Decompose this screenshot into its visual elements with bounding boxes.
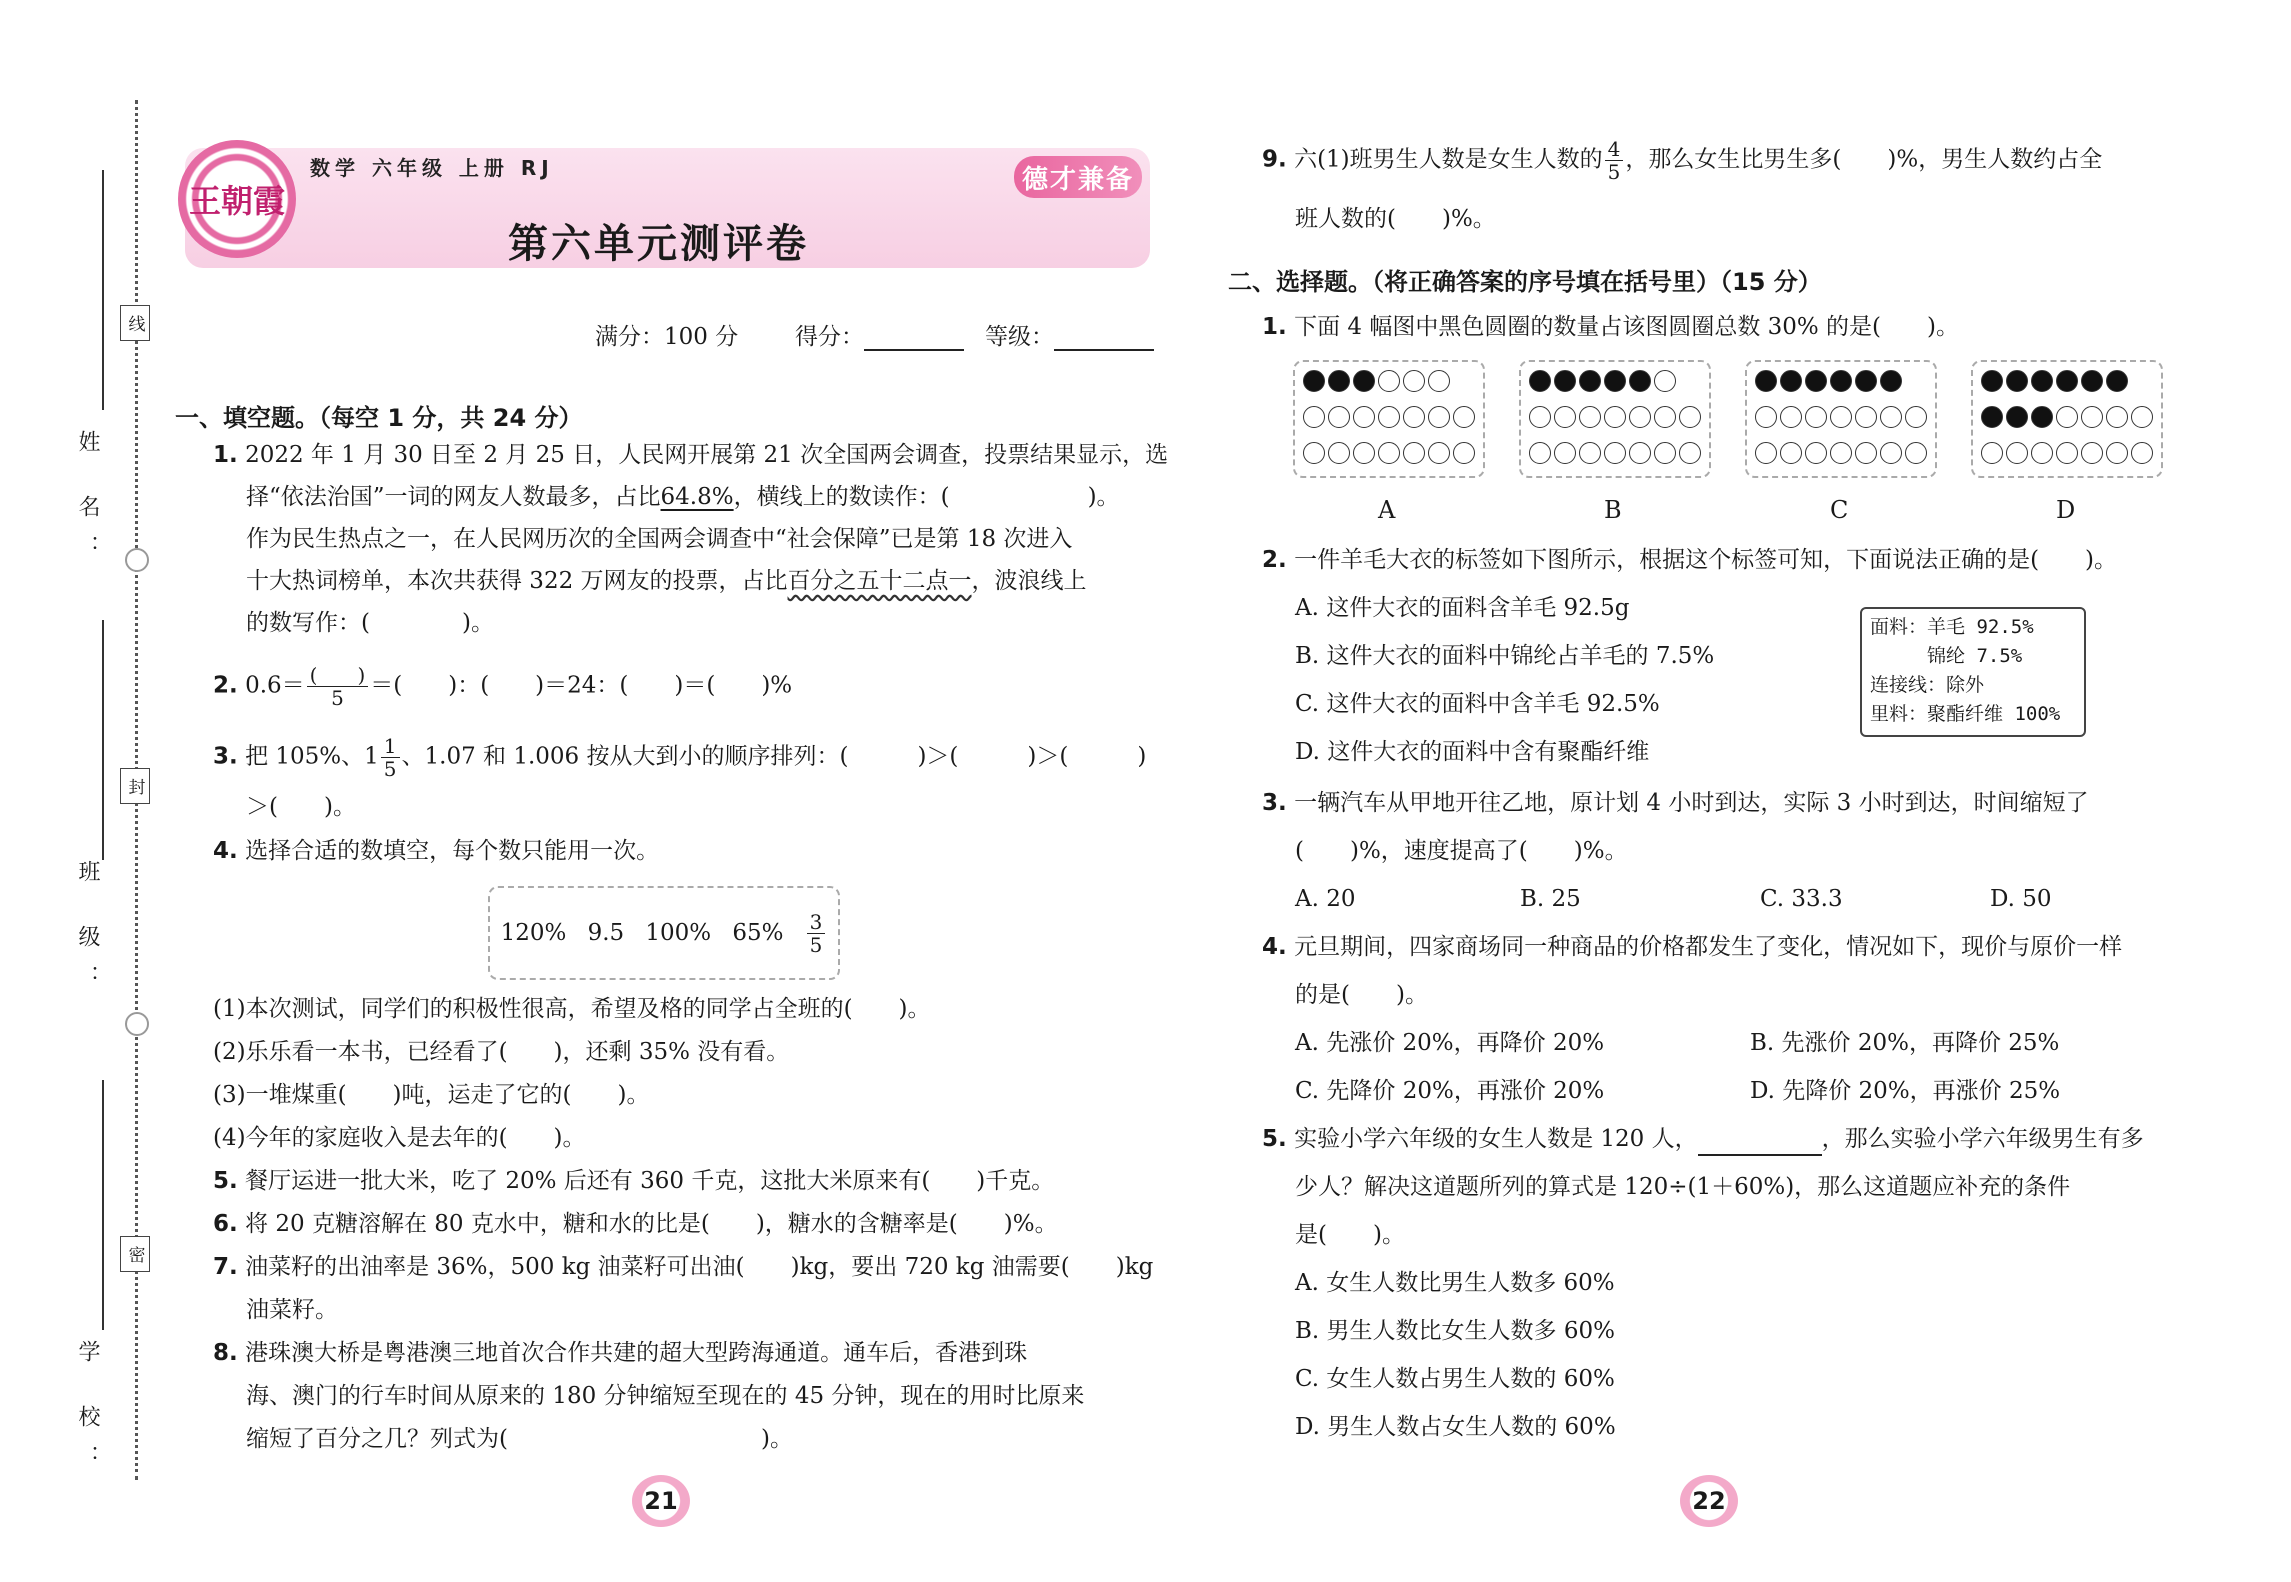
binding-hole xyxy=(125,548,149,572)
choice-fraction: $\frac{3}{5}$ xyxy=(807,911,826,956)
c5-option-c: C. 女生人数占男生人数的 60% xyxy=(1295,1366,1615,1392)
q9-line2: 班人数的( )%。 xyxy=(1295,206,1496,232)
c5-option-d: D. 男生人数占女生人数的 60% xyxy=(1295,1414,1616,1440)
q1-line5: 的数写作：( )。 xyxy=(246,610,494,636)
q6: 6. 将 20 克糖溶解在 80 克水中，糖和水的比是( )，糖水的含糖率是( )%。 xyxy=(213,1211,1058,1237)
option-label-d: D xyxy=(2056,496,2076,524)
score-field[interactable] xyxy=(795,318,964,351)
class-label: 班 级： xyxy=(75,860,100,1005)
page-title: 第六单元测评卷 xyxy=(508,221,809,267)
c4-option-c: C. 先降价 20%，再涨价 20% xyxy=(1295,1078,1605,1104)
grade-field[interactable] xyxy=(985,318,1154,351)
mark-line: 线 xyxy=(120,305,150,341)
section-choice: 二、选择题。（将正确答案的序号填在括号里）（15 分） xyxy=(1228,268,1822,296)
page-number: 21 xyxy=(632,1475,690,1527)
c4-option-d: D. 先降价 20%，再涨价 25% xyxy=(1750,1078,2061,1104)
q4: 4. 选择合适的数填空，每个数只能用一次。 xyxy=(213,838,660,864)
c2-option-c: C. 这件大衣的面料中含羊毛 92.5% xyxy=(1295,691,1660,717)
c2-option-d: D. 这件大衣的面料中含有聚酯纤维 xyxy=(1295,739,1650,765)
c4-option-b: B. 先涨价 20%，再降价 25% xyxy=(1750,1030,2060,1056)
score-label: 得分： xyxy=(795,324,864,350)
q2: 2. 0.6＝ $\frac{( )}{5}$ ＝( )：( )＝24：( )＝( )% xyxy=(213,663,793,710)
logo-text: 王朝霞 xyxy=(188,182,285,220)
binding-hole xyxy=(125,1012,149,1036)
q3-line1: 3. 把 105%、1 $\frac{1}{5}$ 、1.07 和 1.006 按从大到小的顺序排列：( )＞( )＞( ) xyxy=(213,734,1147,781)
q4-sub4: (4)今年的家庭收入是去年的( )。 xyxy=(213,1125,586,1151)
c2-option-b: B. 这件大衣的面料中锦纶占羊毛的 7.5% xyxy=(1295,643,1715,669)
q4-sub2: (2)乐乐看一本书，已经看了( )，还剩 35% 没有看。 xyxy=(213,1039,790,1065)
choice-number: 65% xyxy=(732,920,784,946)
score-blank[interactable] xyxy=(864,323,964,351)
full-score: 满分：100 分 xyxy=(595,324,739,350)
choice-number: 9.5 xyxy=(587,920,625,946)
motto-badge: 德才兼备 xyxy=(1014,156,1142,198)
c5-condition-blank[interactable] xyxy=(1698,1128,1822,1156)
page-number: 22 xyxy=(1680,1475,1738,1527)
c4-option-a: A. 先涨价 20%，再降价 20% xyxy=(1295,1030,1605,1056)
grade-label: 等级： xyxy=(985,324,1054,350)
c3-option-b: B. 25 xyxy=(1520,886,1581,912)
option-figure-b xyxy=(1519,360,1711,478)
number-choice-box xyxy=(488,886,840,980)
c3-option-a: A. 20 xyxy=(1295,886,1356,912)
clothing-label xyxy=(1860,607,2086,737)
mark-seal: 封 xyxy=(120,768,150,804)
option-figure-c xyxy=(1745,360,1937,478)
q7-line2: 油菜籽。 xyxy=(246,1297,338,1323)
tag-line: 连接线：除外 xyxy=(1870,674,1985,696)
c2-option-a: A. 这件大衣的面料含羊毛 92.5g xyxy=(1295,595,1630,621)
option-label-a: A xyxy=(1378,496,1396,524)
c3-option-d: D. 50 xyxy=(1990,886,2052,912)
class-line xyxy=(102,620,104,860)
c1: 1. 下面 4 幅图中黑色圆圈的数量占该图圆圈总数 30% 的是( )。 xyxy=(1262,314,1960,340)
underlined-number: 64.8% xyxy=(660,484,734,510)
q1-line4: 十大热词榜单，本次共获得 322 万网友的投票，占比百分之五十二点一，波浪线上 xyxy=(246,568,1087,594)
school-label: 学 校： xyxy=(75,1340,100,1485)
tag-line: 锦纶 7.5% xyxy=(1870,645,2023,667)
c5-option-b: B. 男生人数比女生人数多 60% xyxy=(1295,1318,1615,1344)
c4-line2: 的是( )。 xyxy=(1295,982,1428,1008)
c3-line2: ( )%，速度提高了( )%。 xyxy=(1295,838,1628,864)
c2: 2. 一件羊毛大衣的标签如下图所示，根据这个标签可知，下面说法正确的是( )。 xyxy=(1262,547,2118,573)
tag-line: 面料：羊毛 92.5% xyxy=(1870,616,2034,638)
q8-line3: 缩短了百分之几？列式为( )。 xyxy=(246,1426,793,1452)
c5-line2: 少人？解决这道题所列的算式是 120÷(1＋60%)，那么这道题应补充的条件 xyxy=(1295,1174,2071,1200)
q3-line2: ＞( )。 xyxy=(246,794,356,820)
q1-line3: 作为民生热点之一，在人民网历次的全国两会调查中“社会保障”已是第 18 次进入 xyxy=(246,526,1073,552)
school-line xyxy=(102,1080,104,1330)
q5: 5. 餐厅运进一批大米，吃了 20% 后还有 360 千克，这批大米原来有( )千克。 xyxy=(213,1168,1055,1194)
option-label-c: C xyxy=(1830,496,1849,524)
grade-blank[interactable] xyxy=(1054,323,1154,351)
q8-line2: 海、澳门的行车时间从原来的 180 分钟缩短至现在的 45 分钟，现在的用时比原来 xyxy=(246,1383,1085,1409)
brand-logo xyxy=(178,140,296,258)
option-figure-a xyxy=(1293,360,1485,478)
section-fill-blank: 一、填空题。（每空 1 分，共 24 分） xyxy=(175,404,583,432)
q4-sub3: (3)一堆煤重( )吨，运走了它的( )。 xyxy=(213,1082,650,1108)
name-line xyxy=(102,170,104,410)
option-label-b: B xyxy=(1604,496,1622,524)
q1-line1: 1. 2022 年 1 月 30 日至 2 月 25 日，人民网开展第 21 次全国两会调查，投票结果显示，选 xyxy=(213,442,1169,468)
tag-line: 里料：聚酯纤维 100% xyxy=(1870,703,2061,725)
wavy-number: 百分之五十二点一 xyxy=(787,568,972,594)
mark-secret: 密 xyxy=(120,1236,150,1272)
c4-line1: 4. 元旦期间，四家商场同一种商品的价格都发生了变化，情况如下，现价与原价一样 xyxy=(1262,934,2123,960)
name-label: 姓 名： xyxy=(75,430,100,575)
q9-line1: 9. 六(1)班男生人数是女生人数的 $\frac{4}{5}$ ，那么女生比男生多( )%，男生人数约占全 xyxy=(1262,137,2103,184)
c5-line3: 是( )。 xyxy=(1295,1222,1405,1248)
c3-option-c: C. 33.3 xyxy=(1760,886,1843,912)
c5-option-a: A. 女生人数比男生人数多 60% xyxy=(1295,1270,1615,1296)
choice-number: 100% xyxy=(645,920,712,946)
q1-line2: 择“依法治国”一词的网友人数最多，占比64.8%，横线上的数读作：( )。 xyxy=(246,484,1120,510)
q4-sub1: (1)本次测试，同学们的积极性很高，希望及格的同学占全班的( )。 xyxy=(213,996,931,1022)
option-figure-d xyxy=(1971,360,2163,478)
subject-meta: 数学 六年级 上册 RJ xyxy=(310,156,554,180)
q7-line1: 7. 油菜籽的出油率是 36%，500 kg 油菜籽可出油( )kg，要出 720 kg 油需要( )kg xyxy=(213,1254,1154,1280)
q8-line1: 8. 港珠澳大桥是粤港澳三地首次合作共建的超大型跨海通道。通车后，香港到珠 xyxy=(213,1340,1028,1366)
c3-line1: 3. 一辆汽车从甲地开往乙地，原计划 4 小时到达，实际 3 小时到达，时间缩短了 xyxy=(1262,790,2089,816)
choice-number: 120% xyxy=(500,920,567,946)
c5-line1: 5. 实验小学六年级的女生人数是 120 人， ，那么实验小学六年级男生有多 xyxy=(1262,1122,2144,1156)
